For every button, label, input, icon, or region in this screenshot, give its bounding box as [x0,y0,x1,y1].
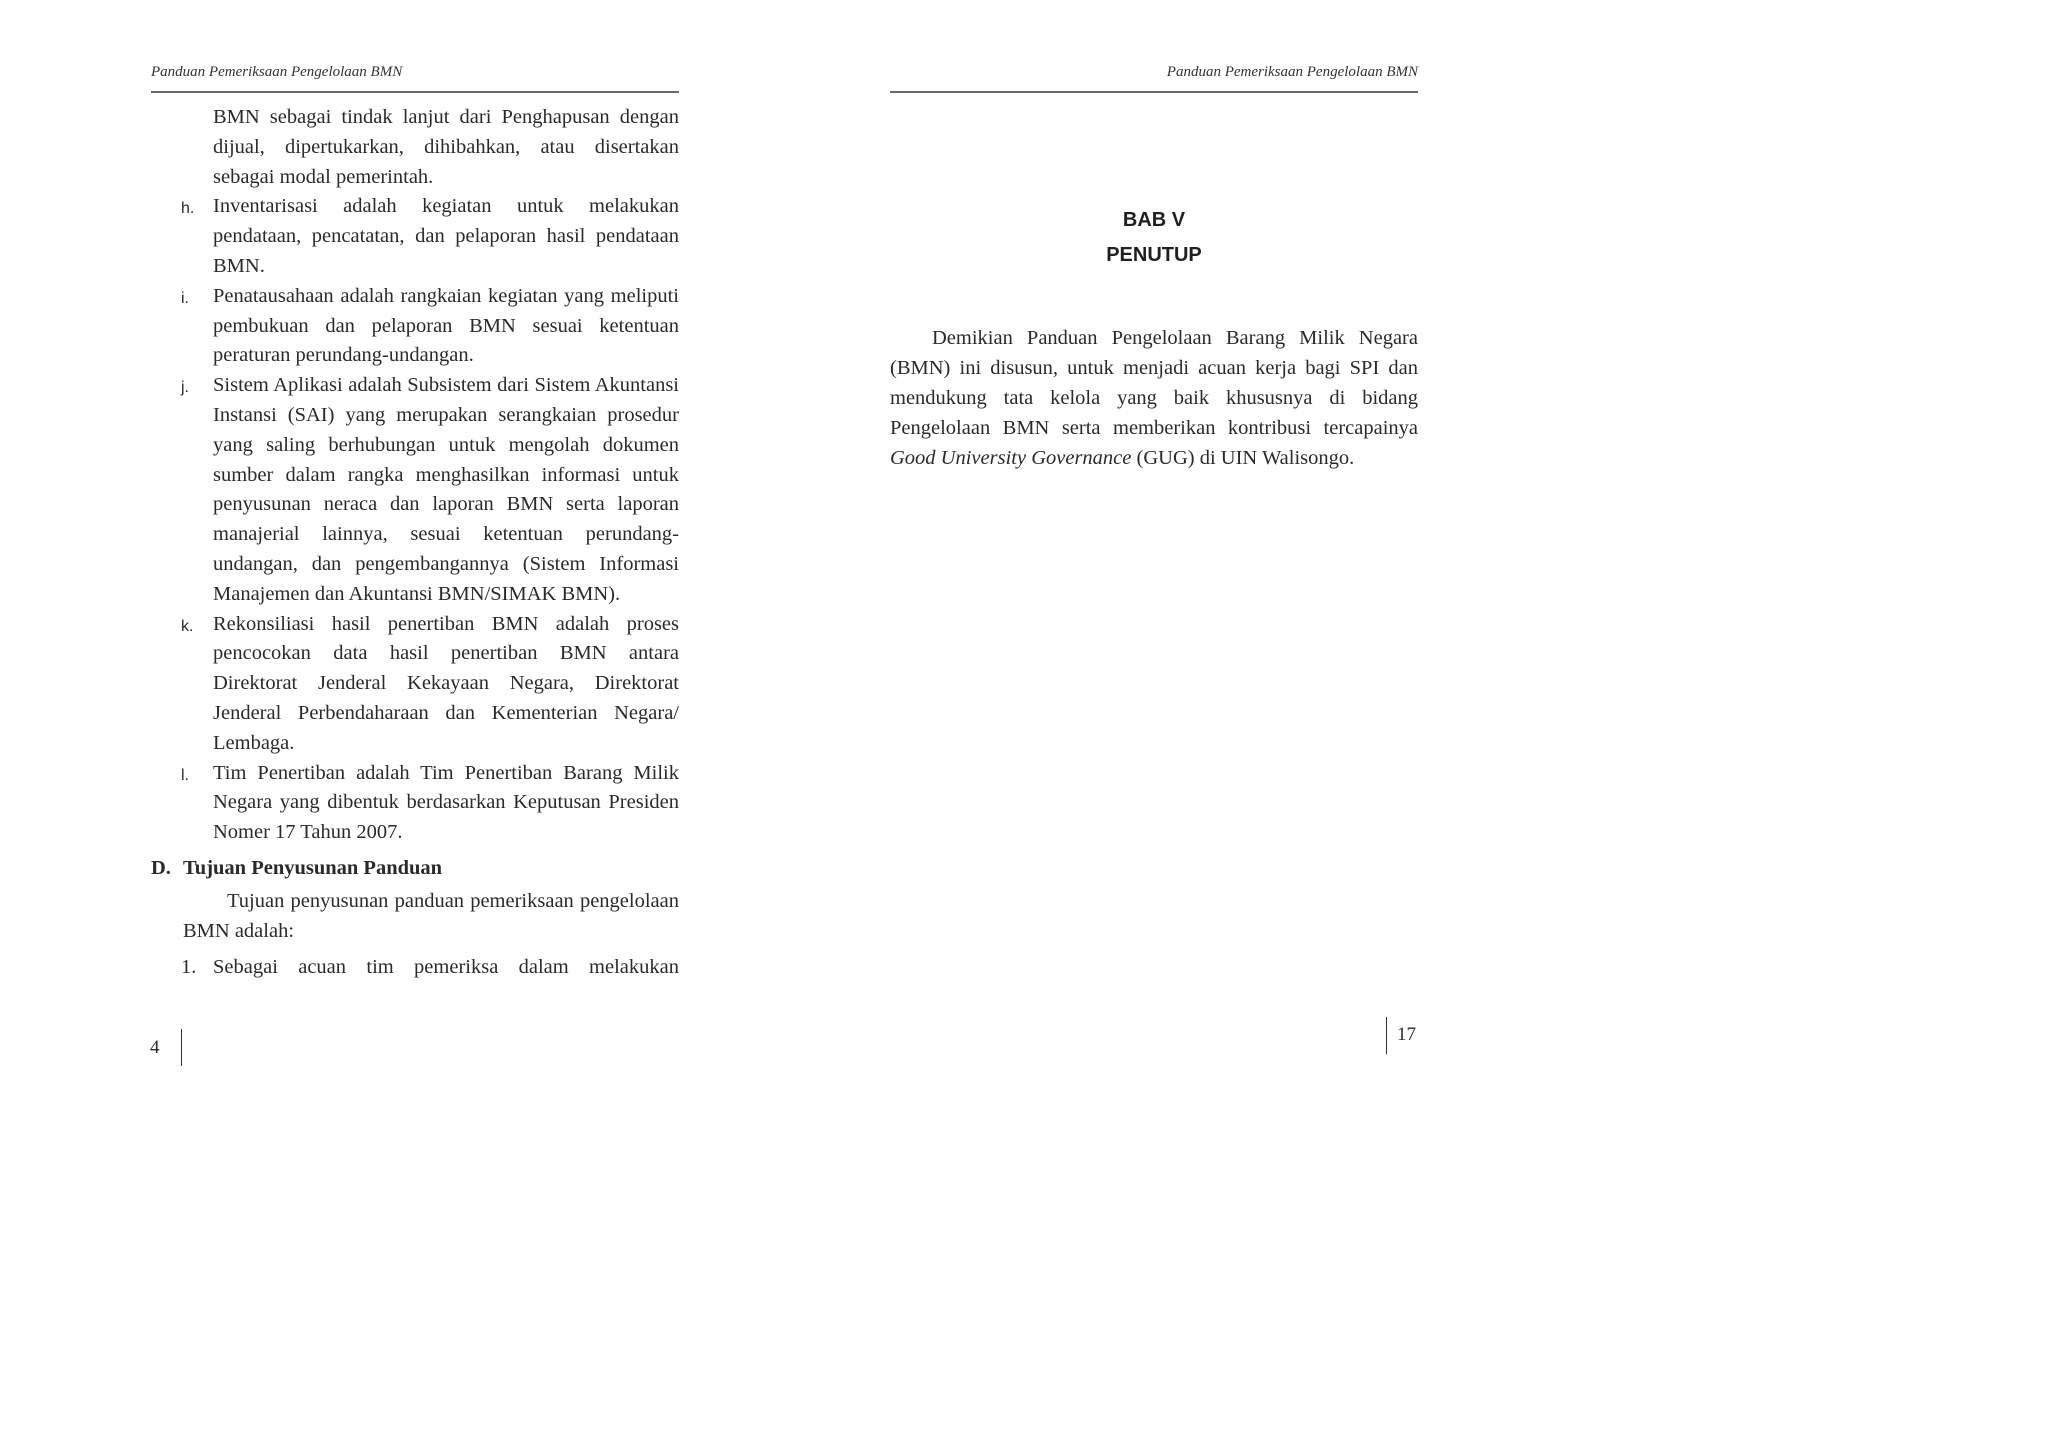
numbered-list [151,953,679,983]
page-number-divider [181,1029,182,1066]
list-marker: i. [181,289,189,307]
page-number: 4 [150,1037,160,1058]
definition-item [181,610,679,759]
definition-item [181,371,679,609]
section-letter: D. [151,856,171,879]
list-marker: l. [181,766,189,784]
definition-item [181,282,679,371]
section-intro: Tujuan penyusunan panduan pemeriksaan pengelolaan BMN adalah: [183,889,679,942]
right-page [784,0,1568,1106]
numbered-item-text: Sebagai acuan tim pemeriksa dalam melakukan [213,955,679,978]
definition-list [151,103,679,848]
paragraph-italic-text: Good University Governance [890,447,1132,469]
chapter-title: PENUTUP [1106,244,1202,266]
paragraph-text: Demikian Panduan Pengelolaan Barang Milik Negara (BMN) ini disusun, untuk menjadi acuan kerja bagi SPI dan mendukung tata kelola yang baik khususnya di bidang Pengelolaan BMN serta memberikan kontribusi tercapainya [890,327,1418,439]
page-body [151,103,679,982]
definition-item [181,759,679,848]
list-marker: h. [181,200,195,218]
definition-text: Rekonsiliasi hasil penertiban BMN adalah proses pencocokan data hasil penertiban BMN antara Direktorat Jenderal Kekayaan Negara, Direktorat Jenderal Perbendaharaan dan Kementerian Negara/ Lembaga. [213,612,679,754]
list-marker: j. [181,379,189,397]
left-page [0,0,784,1106]
continued-text: BMN sebagai tindak lanjut dari Penghapusan dengan dijual, dipertukarkan, dihibahkan, atau disertakan sebagai modal pemerintah. [213,106,679,188]
list-marker: k. [181,617,194,635]
section-heading [151,853,679,883]
definition-text: Sistem Aplikasi adalah Subsistem dari Sistem Akuntansi Instansi (SAI) yang merupakan serangkaian prosedur yang saling berhubungan untuk mengolah dokumen sumber dalam rangka menghasilkan informasi untuk penyusunan neraca dan laporan BMN serta laporan manajerial lainnya, sesuai ketentuan perundang-undangan, dan pengembangannya (Sistem Informasi Manajemen dan Akuntansi BMN/SIMAK BMN). [213,374,679,605]
running-head: Panduan Pemeriksaan Pengelolaan BMN [151,64,679,93]
paragraph-text-end: (GUG) di UIN Walisongo. [1131,447,1355,469]
numbered-item [181,953,679,983]
running-head: Panduan Pemeriksaan Pengelolaan BMN [890,64,1418,93]
definition-text: Inventarisasi adalah kegiatan untuk melakukan pendataan, pencatatan, dan pelaporan hasil pendataan BMN. [213,195,679,277]
page-number-divider [1386,1017,1387,1054]
page-number: 17 [1397,1024,1416,1045]
chapter-label: BAB V [1122,209,1186,231]
definition-text: Tim Penertiban adalah Tim Penertiban Barang Milik Negara yang dibentuk berdasarkan Keputusan Presiden Nomer 17 Tahun 2007. [213,761,679,844]
definition-item [181,192,679,281]
definition-text: Penatausahaan adalah rangkaian kegiatan yang meliputi pembukuan dan pelaporan BMN sesuai ketentuan peraturan perundang-undangan. [213,284,679,367]
section-title: Tujuan Penyusunan Panduan [183,856,443,879]
list-marker: 1. [181,955,197,978]
closing-paragraph [890,323,1418,473]
